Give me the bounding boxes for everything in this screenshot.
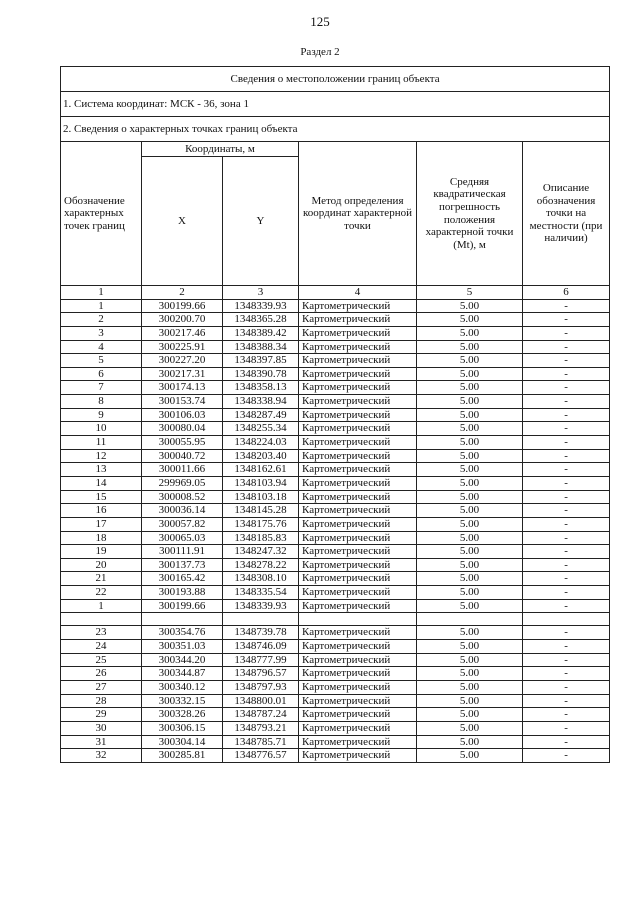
method-cell: Картометрический xyxy=(299,721,417,735)
y-coordinate-cell: 1348388.34 xyxy=(223,340,299,354)
x-coordinate-cell: 300011.66 xyxy=(142,463,223,477)
y-coordinate-cell: 1348103.94 xyxy=(223,476,299,490)
method-cell: Картометрический xyxy=(299,449,417,463)
description-cell: - xyxy=(523,708,610,722)
error-cell: 5.00 xyxy=(417,708,523,722)
y-coordinate-cell: 1348339.93 xyxy=(223,299,299,313)
y-coordinate-cell: 1348338.94 xyxy=(223,395,299,409)
point-number-cell: 16 xyxy=(61,504,142,518)
description-cell: - xyxy=(523,381,610,395)
description-cell: - xyxy=(523,667,610,681)
table-row xyxy=(61,299,610,313)
y-coordinate-cell: 1348785.71 xyxy=(223,735,299,749)
method-cell: Картометрический xyxy=(299,545,417,559)
table-row xyxy=(61,721,610,735)
error-cell: 5.00 xyxy=(417,381,523,395)
x-coordinate-cell: 300199.66 xyxy=(142,599,223,613)
table-row xyxy=(61,558,610,572)
point-number-cell: 23 xyxy=(61,626,142,640)
point-number-cell: 20 xyxy=(61,558,142,572)
x-coordinate-cell: 300217.31 xyxy=(142,367,223,381)
error-cell: 5.00 xyxy=(417,531,523,545)
point-number-cell: 1 xyxy=(61,599,142,613)
point-number-cell: 6 xyxy=(61,367,142,381)
point-number-cell: 2 xyxy=(61,313,142,327)
coordinates-header: Координаты, м xyxy=(142,142,299,157)
x-coordinate-cell: 300199.66 xyxy=(142,299,223,313)
method-cell: Картометрический xyxy=(299,517,417,531)
description-cell: - xyxy=(523,436,610,450)
table-row xyxy=(61,504,610,518)
y-coordinate-cell: 1348308.10 xyxy=(223,572,299,586)
description-header: Описание обозначения точки на местности (при наличии) xyxy=(523,142,610,286)
point-number-cell: 21 xyxy=(61,572,142,586)
point-number-cell: 30 xyxy=(61,721,142,735)
column-number: 6 xyxy=(523,286,610,300)
table-row xyxy=(61,436,610,450)
coord-system-line: 1. Система координат: МСК - 36, зона 1 xyxy=(61,92,610,117)
method-cell: Картометрический xyxy=(299,354,417,368)
method-cell: Картометрический xyxy=(299,313,417,327)
method-cell: Картометрический xyxy=(299,408,417,422)
description-cell: - xyxy=(523,626,610,640)
method-cell: Картометрический xyxy=(299,680,417,694)
y-coordinate-cell: 1348162.61 xyxy=(223,463,299,477)
error-cell: 5.00 xyxy=(417,721,523,735)
point-number-cell: 31 xyxy=(61,735,142,749)
x-coordinate-cell: 300354.76 xyxy=(142,626,223,640)
y-coordinate-cell: 1348776.57 xyxy=(223,749,299,763)
y-coordinate-cell: 1348787.24 xyxy=(223,708,299,722)
point-number-cell: 29 xyxy=(61,708,142,722)
x-coordinate-cell: 300036.14 xyxy=(142,504,223,518)
table-row xyxy=(61,586,610,600)
y-coordinate-cell: 1348777.99 xyxy=(223,653,299,667)
y-coordinate-cell: 1348145.28 xyxy=(223,504,299,518)
table-row xyxy=(61,517,610,531)
description-cell: - xyxy=(523,735,610,749)
description-cell: - xyxy=(523,490,610,504)
table-row xyxy=(61,490,610,504)
error-cell: 5.00 xyxy=(417,299,523,313)
table-row xyxy=(61,326,610,340)
x-coordinate-cell: 300344.20 xyxy=(142,653,223,667)
x-coordinate-cell: 300057.82 xyxy=(142,517,223,531)
error-cell: 5.00 xyxy=(417,599,523,613)
table-row xyxy=(61,340,610,354)
y-coordinate-cell: 1348287.49 xyxy=(223,408,299,422)
point-number-cell: 26 xyxy=(61,667,142,681)
method-cell: Картометрический xyxy=(299,299,417,313)
table-row xyxy=(61,640,610,654)
empty-cell xyxy=(142,613,223,626)
point-number-cell: 5 xyxy=(61,354,142,368)
y-coordinate-cell: 1348103.18 xyxy=(223,490,299,504)
y-coordinate-cell: 1348247.32 xyxy=(223,545,299,559)
description-cell: - xyxy=(523,504,610,518)
x-coordinate-cell: 300165.42 xyxy=(142,572,223,586)
error-cell: 5.00 xyxy=(417,694,523,708)
x-coordinate-cell: 300040.72 xyxy=(142,449,223,463)
point-number-cell: 25 xyxy=(61,653,142,667)
point-number-cell: 7 xyxy=(61,381,142,395)
error-cell: 5.00 xyxy=(417,572,523,586)
x-coordinate-cell: 300055.95 xyxy=(142,436,223,450)
table-row xyxy=(61,463,610,477)
error-cell: 5.00 xyxy=(417,735,523,749)
x-coordinate-cell: 300340.12 xyxy=(142,680,223,694)
table-row xyxy=(61,381,610,395)
y-coordinate-cell: 1348797.93 xyxy=(223,680,299,694)
point-number-cell: 22 xyxy=(61,586,142,600)
point-number-cell: 4 xyxy=(61,340,142,354)
point-number-cell: 10 xyxy=(61,422,142,436)
column-numbers-row xyxy=(61,286,610,300)
point-number-cell: 24 xyxy=(61,640,142,654)
y-coordinate-cell: 1348389.42 xyxy=(223,326,299,340)
y-coordinate-cell: 1348800.01 xyxy=(223,694,299,708)
description-cell: - xyxy=(523,340,610,354)
method-cell: Картометрический xyxy=(299,626,417,640)
point-number-cell: 1 xyxy=(61,299,142,313)
x-coordinate-cell: 300080.04 xyxy=(142,422,223,436)
column-number: 5 xyxy=(417,286,523,300)
method-cell: Картометрический xyxy=(299,326,417,340)
y-coordinate-cell: 1348278.22 xyxy=(223,558,299,572)
description-cell: - xyxy=(523,313,610,327)
error-cell: 5.00 xyxy=(417,558,523,572)
x-coordinate-cell: 300008.52 xyxy=(142,490,223,504)
error-cell: 5.00 xyxy=(417,463,523,477)
y-coordinate-cell: 1348739.78 xyxy=(223,626,299,640)
description-cell: - xyxy=(523,694,610,708)
method-cell: Картометрический xyxy=(299,463,417,477)
x-coordinate-cell: 300332.15 xyxy=(142,694,223,708)
empty-cell xyxy=(223,613,299,626)
method-cell: Картометрический xyxy=(299,735,417,749)
empty-cell xyxy=(523,613,610,626)
error-cell: 5.00 xyxy=(417,680,523,694)
error-cell: 5.00 xyxy=(417,517,523,531)
description-cell: - xyxy=(523,721,610,735)
error-cell: 5.00 xyxy=(417,653,523,667)
method-cell: Картометрический xyxy=(299,367,417,381)
description-cell: - xyxy=(523,367,610,381)
y-coordinate-cell: 1348224.03 xyxy=(223,436,299,450)
method-cell: Картометрический xyxy=(299,640,417,654)
method-cell: Картометрический xyxy=(299,694,417,708)
point-number-cell: 3 xyxy=(61,326,142,340)
point-number-cell: 13 xyxy=(61,463,142,477)
table-row xyxy=(61,572,610,586)
x-coordinate-cell: 300227.20 xyxy=(142,354,223,368)
table-row xyxy=(61,599,610,613)
x-coordinate-cell: 300285.81 xyxy=(142,749,223,763)
x-coordinate-cell: 300137.73 xyxy=(142,558,223,572)
x-coordinate-cell: 300344.87 xyxy=(142,667,223,681)
x-coordinate-cell: 300306.15 xyxy=(142,721,223,735)
method-cell: Картометрический xyxy=(299,381,417,395)
description-cell: - xyxy=(523,326,610,340)
point-number-cell: 32 xyxy=(61,749,142,763)
description-cell: - xyxy=(523,572,610,586)
description-cell: - xyxy=(523,422,610,436)
table-row xyxy=(61,408,610,422)
description-cell: - xyxy=(523,531,610,545)
point-number-cell: 17 xyxy=(61,517,142,531)
y-coordinate-cell: 1348255.34 xyxy=(223,422,299,436)
error-cell: 5.00 xyxy=(417,395,523,409)
column-number: 3 xyxy=(223,286,299,300)
table-row xyxy=(61,667,610,681)
method-cell: Картометрический xyxy=(299,340,417,354)
method-cell: Картометрический xyxy=(299,667,417,681)
method-cell: Картометрический xyxy=(299,572,417,586)
point-number-cell: 28 xyxy=(61,694,142,708)
y-coordinate-cell: 1348397.85 xyxy=(223,354,299,368)
x-coordinate-cell: 300106.03 xyxy=(142,408,223,422)
error-cell: 5.00 xyxy=(417,408,523,422)
table-row xyxy=(61,367,610,381)
column-number: 4 xyxy=(299,286,417,300)
description-cell: - xyxy=(523,395,610,409)
error-cell: 5.00 xyxy=(417,490,523,504)
table-row xyxy=(61,476,610,490)
x-coordinate-cell: 300065.03 xyxy=(142,531,223,545)
error-cell: 5.00 xyxy=(417,422,523,436)
x-coordinate-cell: 300111.91 xyxy=(142,545,223,559)
empty-cell xyxy=(61,613,142,626)
column-number: 2 xyxy=(142,286,223,300)
method-cell: Картометрический xyxy=(299,422,417,436)
error-cell: 5.00 xyxy=(417,626,523,640)
points-caption: 2. Сведения о характерных точках границ объекта xyxy=(61,117,610,142)
description-cell: - xyxy=(523,586,610,600)
x-coordinate-cell: 300200.70 xyxy=(142,313,223,327)
method-cell: Картометрический xyxy=(299,531,417,545)
method-cell: Картометрический xyxy=(299,436,417,450)
point-number-cell: 12 xyxy=(61,449,142,463)
table-row xyxy=(61,545,610,559)
table-row xyxy=(61,422,610,436)
method-cell: Картометрический xyxy=(299,504,417,518)
y-coordinate-cell: 1348358.13 xyxy=(223,381,299,395)
x-coordinate-cell: 300217.46 xyxy=(142,326,223,340)
table-row xyxy=(61,531,610,545)
description-cell: - xyxy=(523,653,610,667)
description-cell: - xyxy=(523,680,610,694)
error-cell: 5.00 xyxy=(417,640,523,654)
column-number: 1 xyxy=(61,286,142,300)
error-cell: 5.00 xyxy=(417,449,523,463)
page-number: 125 xyxy=(310,14,330,29)
method-cell: Картометрический xyxy=(299,395,417,409)
table-row xyxy=(61,626,610,640)
description-cell: - xyxy=(523,545,610,559)
boundary-points-table xyxy=(60,66,610,763)
point-number-cell: 19 xyxy=(61,545,142,559)
method-cell: Картометрический xyxy=(299,708,417,722)
y-coordinate-cell: 1348203.40 xyxy=(223,449,299,463)
table-row xyxy=(61,313,610,327)
point-number-cell: 27 xyxy=(61,680,142,694)
description-cell: - xyxy=(523,449,610,463)
y-coordinate-cell: 1348390.78 xyxy=(223,367,299,381)
point-number-cell: 15 xyxy=(61,490,142,504)
x-header: X xyxy=(142,157,223,286)
method-cell: Картометрический xyxy=(299,558,417,572)
description-cell: - xyxy=(523,558,610,572)
error-cell: 5.00 xyxy=(417,667,523,681)
error-cell: 5.00 xyxy=(417,476,523,490)
table-row xyxy=(61,354,610,368)
error-header: Средняя квадратическая погрешность положения характерной точки (Mt), м xyxy=(417,142,523,286)
y-coordinate-cell: 1348365.28 xyxy=(223,313,299,327)
table-row xyxy=(61,749,610,763)
error-cell: 5.00 xyxy=(417,313,523,327)
description-cell: - xyxy=(523,749,610,763)
y-coordinate-cell: 1348793.21 xyxy=(223,721,299,735)
error-cell: 5.00 xyxy=(417,586,523,600)
point-number-cell: 18 xyxy=(61,531,142,545)
error-cell: 5.00 xyxy=(417,436,523,450)
error-cell: 5.00 xyxy=(417,545,523,559)
description-cell: - xyxy=(523,640,610,654)
method-cell: Картометрический xyxy=(299,586,417,600)
description-cell: - xyxy=(523,463,610,477)
table-row xyxy=(61,449,610,463)
empty-cell xyxy=(299,613,417,626)
y-coordinate-cell: 1348335.54 xyxy=(223,586,299,600)
error-cell: 5.00 xyxy=(417,504,523,518)
x-coordinate-cell: 300328.26 xyxy=(142,708,223,722)
point-number-cell: 14 xyxy=(61,476,142,490)
table-row xyxy=(61,395,610,409)
method-cell: Картометрический xyxy=(299,490,417,504)
object-title: Сведения о местоположении границ объекта xyxy=(61,67,610,92)
point-number-cell: 11 xyxy=(61,436,142,450)
description-cell: - xyxy=(523,599,610,613)
x-coordinate-cell: 300351.03 xyxy=(142,640,223,654)
section-label: Раздел 2 xyxy=(300,46,340,58)
y-coordinate-cell: 1348339.93 xyxy=(223,599,299,613)
x-coordinate-cell: 300304.14 xyxy=(142,735,223,749)
empty-cell xyxy=(417,613,523,626)
x-coordinate-cell: 300193.88 xyxy=(142,586,223,600)
method-cell: Картометрический xyxy=(299,749,417,763)
description-cell: - xyxy=(523,354,610,368)
table-row xyxy=(61,653,610,667)
x-coordinate-cell: 300225.91 xyxy=(142,340,223,354)
error-cell: 5.00 xyxy=(417,354,523,368)
error-cell: 5.00 xyxy=(417,340,523,354)
y-coordinate-cell: 1348746.09 xyxy=(223,640,299,654)
x-coordinate-cell: 299969.05 xyxy=(142,476,223,490)
x-coordinate-cell: 300174.13 xyxy=(142,381,223,395)
y-header: Y xyxy=(223,157,299,286)
table-row xyxy=(61,735,610,749)
error-cell: 5.00 xyxy=(417,367,523,381)
point-number-cell: 8 xyxy=(61,395,142,409)
blank-separator-row xyxy=(61,613,610,626)
point-number-cell: 9 xyxy=(61,408,142,422)
table-row xyxy=(61,680,610,694)
error-cell: 5.00 xyxy=(417,749,523,763)
table-row xyxy=(61,708,610,722)
designation-header: Обозначение характерных точек границ xyxy=(61,142,142,286)
error-cell: 5.00 xyxy=(417,326,523,340)
method-header: Метод определения координат характерной точки xyxy=(299,142,417,286)
table-row xyxy=(61,694,610,708)
description-cell: - xyxy=(523,476,610,490)
method-cell: Картометрический xyxy=(299,476,417,490)
description-cell: - xyxy=(523,517,610,531)
x-coordinate-cell: 300153.74 xyxy=(142,395,223,409)
method-cell: Картометрический xyxy=(299,599,417,613)
description-cell: - xyxy=(523,408,610,422)
description-cell: - xyxy=(523,299,610,313)
y-coordinate-cell: 1348185.83 xyxy=(223,531,299,545)
y-coordinate-cell: 1348175.76 xyxy=(223,517,299,531)
method-cell: Картометрический xyxy=(299,653,417,667)
y-coordinate-cell: 1348796.57 xyxy=(223,667,299,681)
